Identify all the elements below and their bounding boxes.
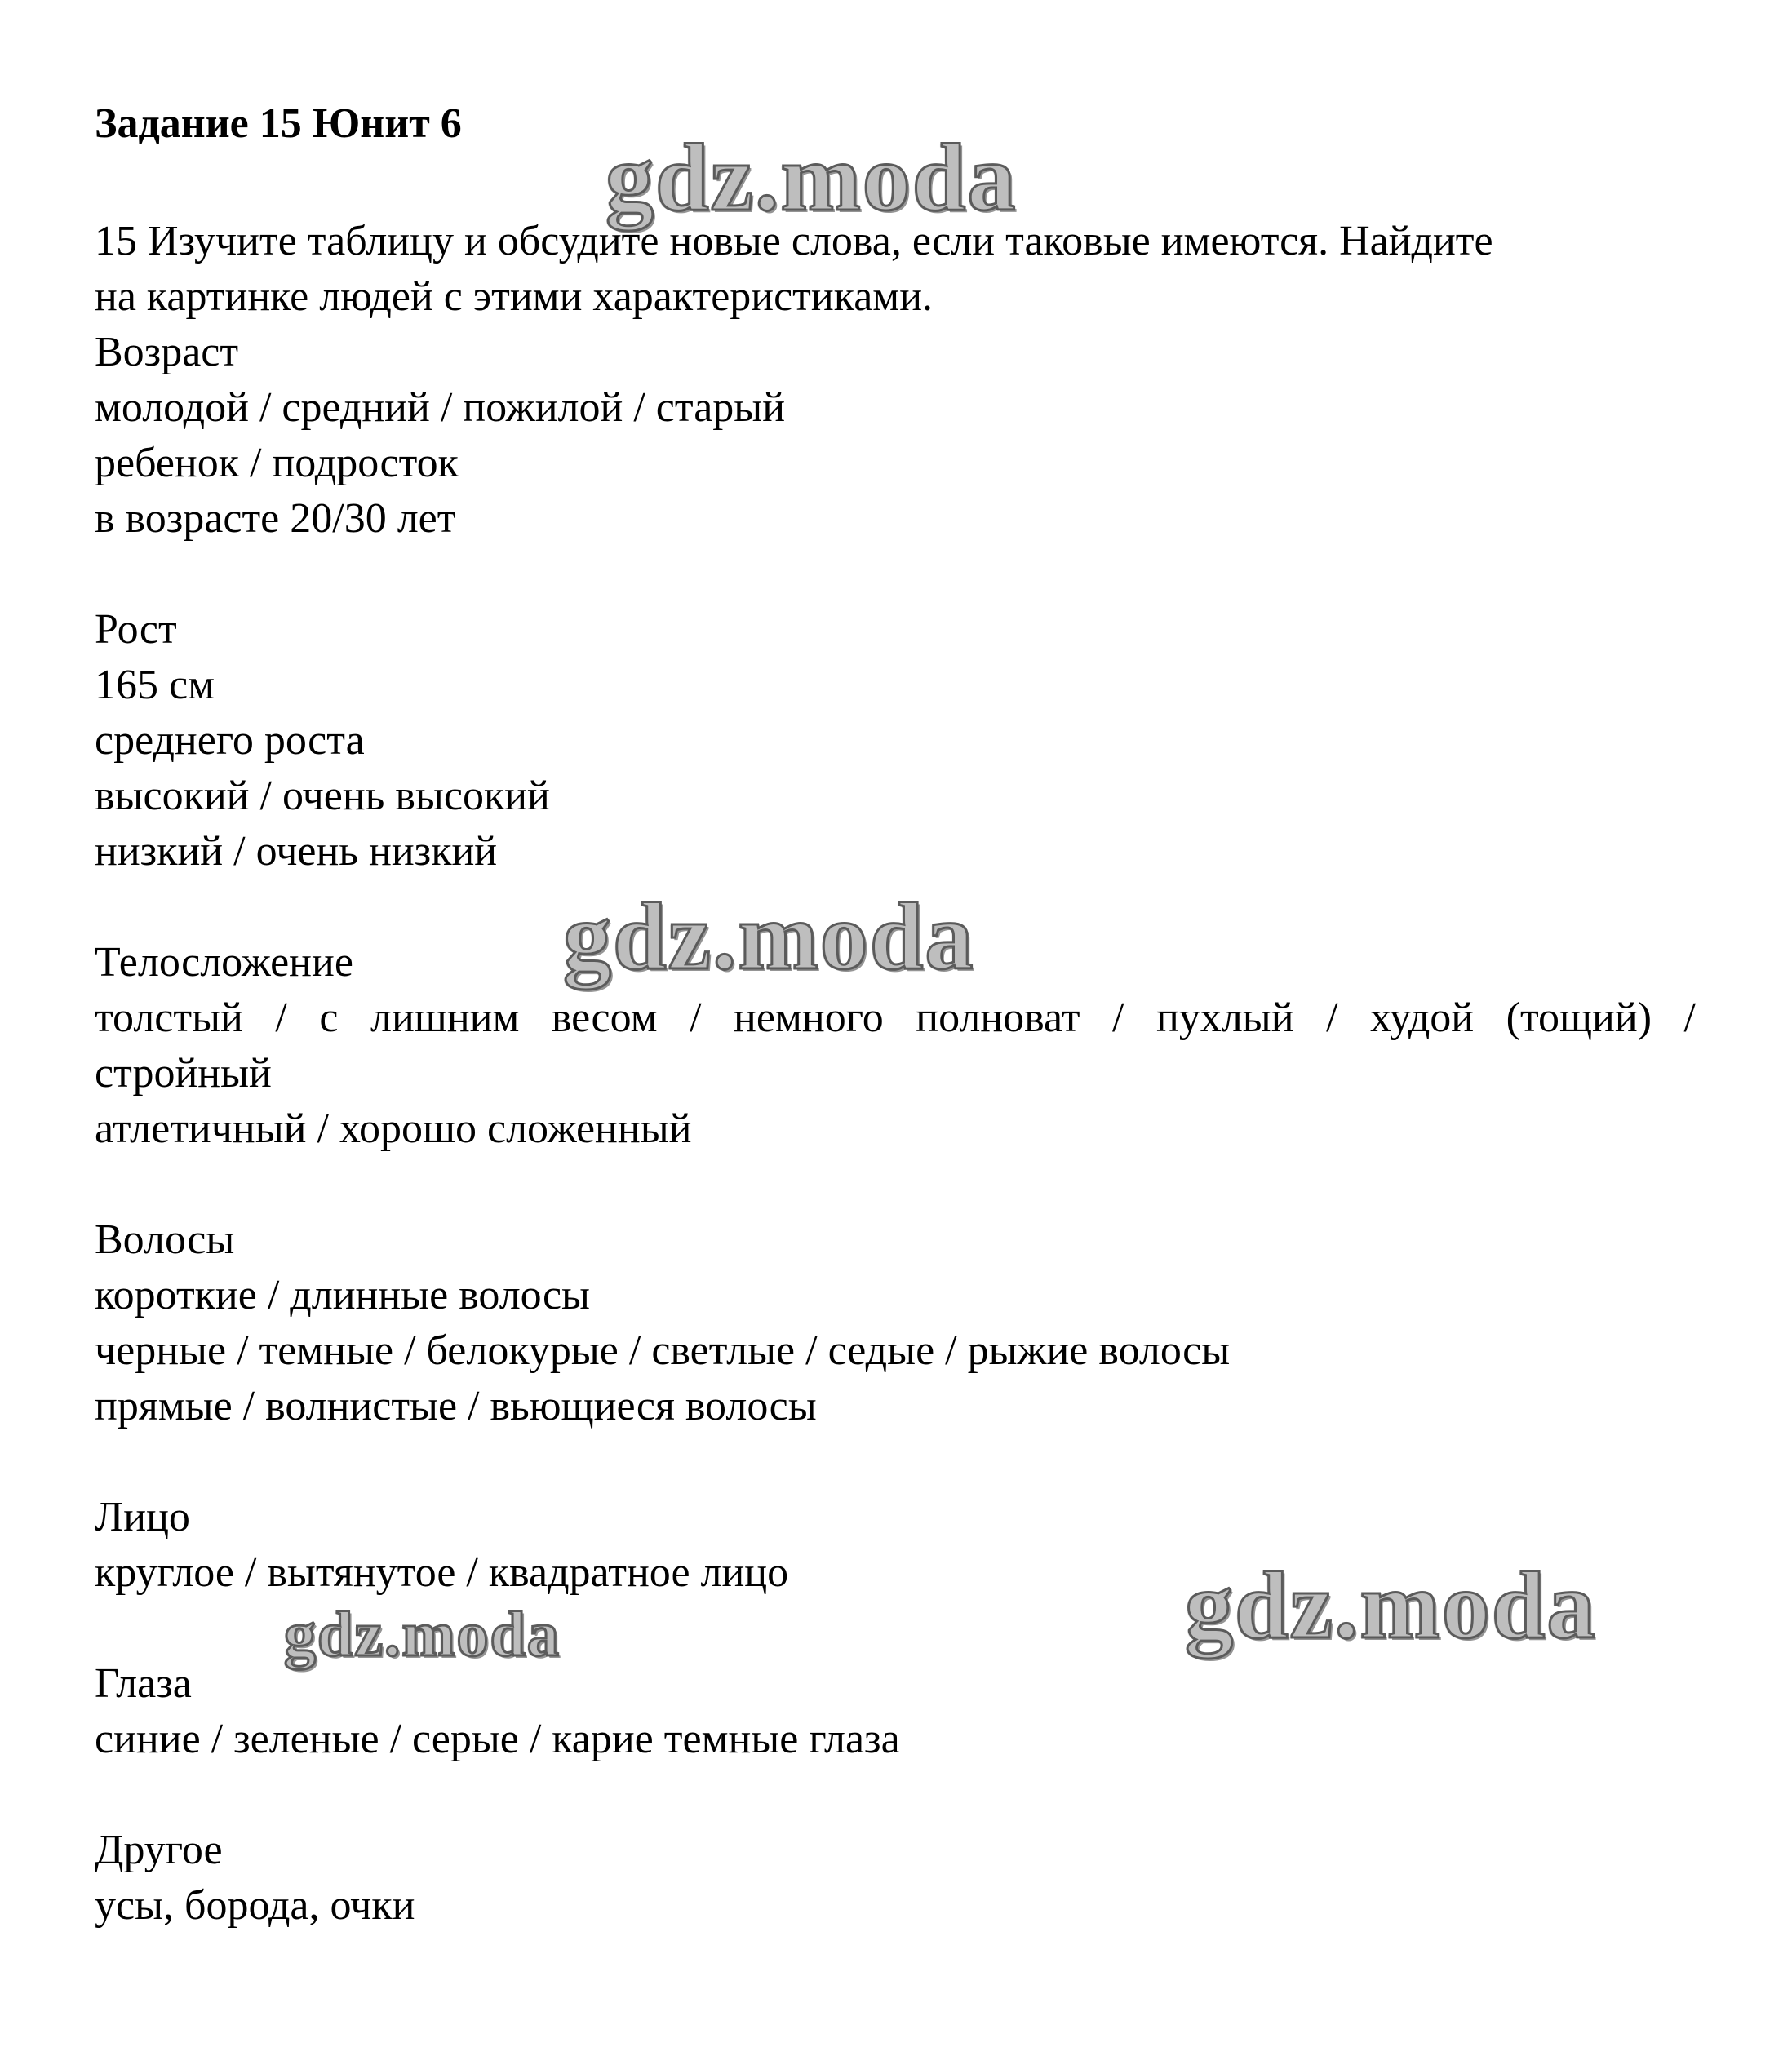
- section-heading-hair: Волосы: [95, 1216, 235, 1263]
- build-line: стройный: [95, 1050, 272, 1097]
- build-line: толстый / с лишним весом / немного полноват / пухлый / худой (тощий) /: [95, 995, 1696, 1041]
- age-line: в возрасте 20/30 лет: [95, 495, 456, 542]
- watermark: gdz.moda: [605, 124, 1018, 231]
- watermark: gdz.moda: [284, 1598, 561, 1669]
- section-heading-build: Телосложение: [95, 939, 353, 986]
- section-heading-other: Другое: [95, 1827, 223, 1873]
- watermark: gdz.moda: [563, 883, 975, 990]
- intro-text-line-2: на картинке людей с этими характеристиками.: [95, 273, 934, 320]
- build-line: атлетичный / хорошо сложенный: [95, 1105, 692, 1152]
- hair-line: короткие / длинные волосы: [95, 1272, 590, 1318]
- section-heading-height: Рост: [95, 606, 177, 653]
- age-line: молодой / средний / пожилой / старый: [95, 384, 786, 431]
- watermark: gdz.moda: [1185, 1552, 1597, 1659]
- height-line: 165 см: [95, 662, 215, 708]
- height-line: среднего роста: [95, 717, 365, 764]
- intro-text-line-1: 15 Изучите таблицу и обсудите новые слова, если таковые имеются. Найдите: [95, 218, 1493, 264]
- section-heading-face: Лицо: [95, 1494, 190, 1540]
- age-line: ребенок / подросток: [95, 440, 459, 486]
- height-line: высокий / очень высокий: [95, 773, 550, 819]
- eyes-line: синие / зеленые / серые / карие темные глаза: [95, 1716, 900, 1762]
- section-heading-age: Возраст: [95, 329, 239, 375]
- other-line: усы, борода, очки: [95, 1882, 415, 1929]
- section-heading-eyes: Глаза: [95, 1660, 192, 1707]
- hair-line: прямые / волнистые / вьющиеся волосы: [95, 1383, 817, 1429]
- face-line: круглое / вытянутое / квадратное лицо: [95, 1549, 789, 1596]
- page-title: Задание 15 Юнит 6: [95, 100, 462, 147]
- hair-line: черные / темные / белокурые / светлые / седые / рыжие волосы: [95, 1327, 1231, 1374]
- height-line: низкий / очень низкий: [95, 828, 498, 875]
